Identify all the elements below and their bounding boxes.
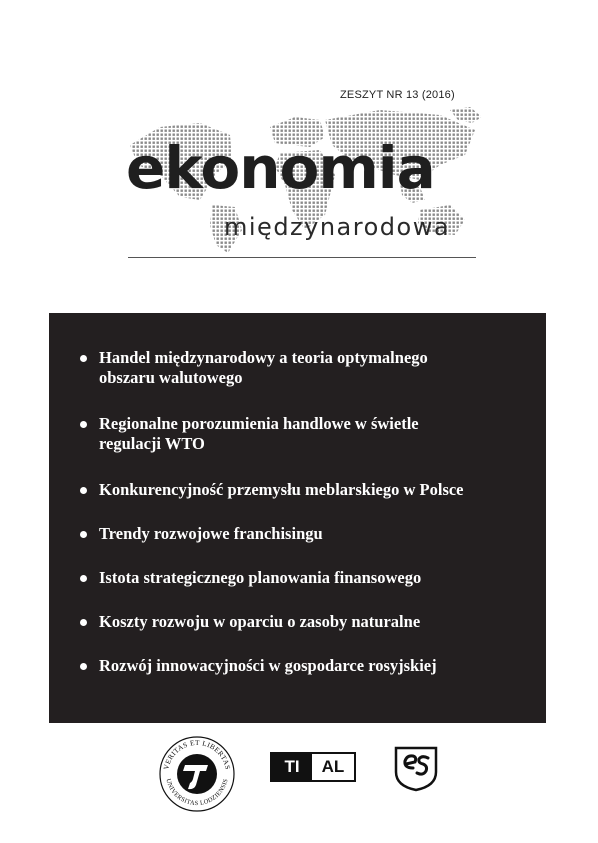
list-item: Handel międzynarodowy a teoria optymalnego obszaru walutowego xyxy=(99,348,529,388)
bullet-icon xyxy=(80,575,87,582)
journal-subtitle: międzynarodowa xyxy=(224,213,451,241)
list-item: Istota strategicznego planowania finansowego xyxy=(99,568,529,588)
university-seal-icon xyxy=(158,735,236,813)
list-item: Konkurencyjność przemysłu meblarskiego w Polsce xyxy=(99,480,529,500)
bullet-icon xyxy=(80,531,87,538)
tial-logo-right: AL xyxy=(321,757,345,776)
bullet-icon xyxy=(80,355,87,362)
list-item: Regionalne porozumienia handlowe w świetle regulacji WTO xyxy=(99,414,529,454)
list-item: Koszty rozwoju w oparciu o zasoby naturalne xyxy=(99,612,529,632)
contents-panel xyxy=(49,313,546,723)
bullet-icon xyxy=(80,619,87,626)
title-rule xyxy=(128,257,476,258)
bullet-icon xyxy=(80,487,87,494)
journal-title: ekonomia xyxy=(126,134,435,202)
issue-number: ZESZYT NR 13 (2016) xyxy=(340,89,455,101)
bullet-icon xyxy=(80,421,87,428)
list-item: Trendy rozwojowe franchisingu xyxy=(99,524,529,544)
tial-logo xyxy=(270,752,356,782)
es-monogram-icon xyxy=(392,742,440,792)
seal-top-text: VERITAS ET LIBERTAS xyxy=(162,738,232,771)
masthead xyxy=(120,105,490,265)
seal-bottom-text: UNIVERSITAS LODZIENSIS xyxy=(164,778,230,808)
tial-logo-left: TI xyxy=(272,754,312,780)
bullet-icon xyxy=(80,663,87,670)
list-item: Rozwój innowacyjności w gospodarce rosyjskiej xyxy=(99,656,529,676)
